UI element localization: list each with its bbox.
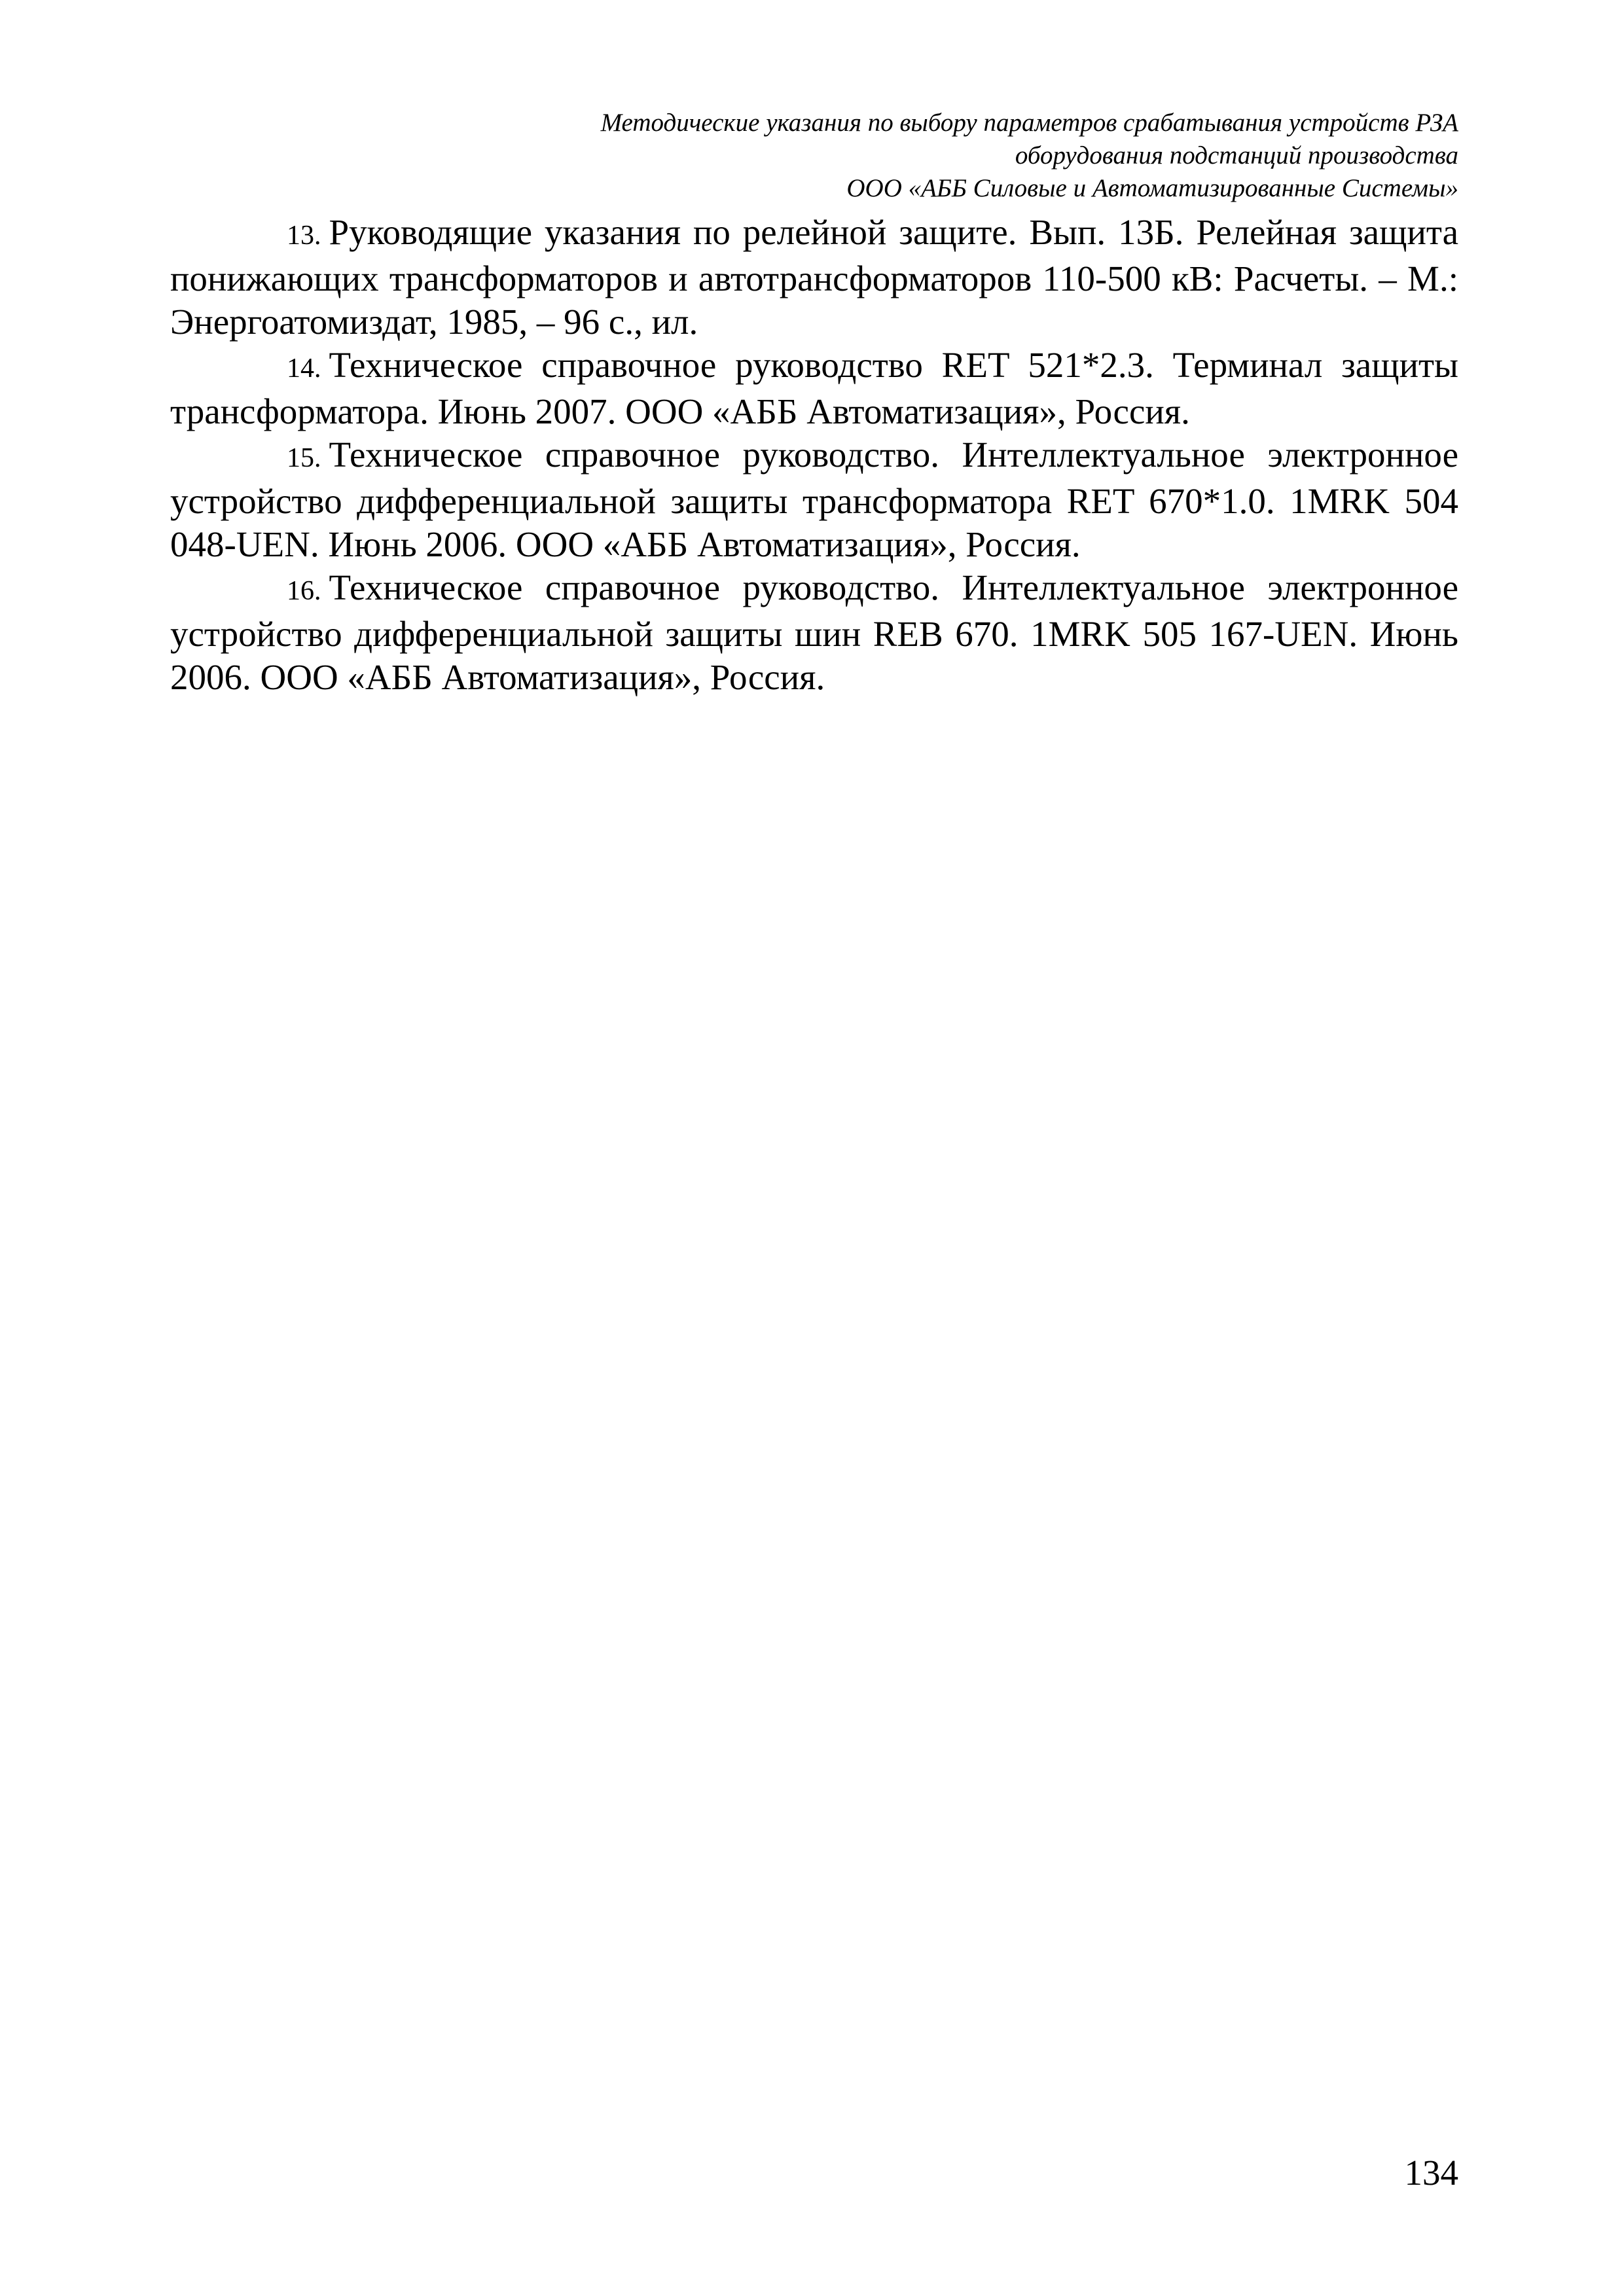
reference-number: 13.: [287, 221, 321, 251]
reference-text: Техническое справочное руководство. Интеллектуальное электронное устройство дифференциальной защиты трансформатора RET 670*1.0. 1MRK 504 048-UEN. Июнь 2006. ООО «АББ Автоматизация», Россия.: [170, 435, 1458, 564]
reference-text: Техническое справочное руководство. Интеллектуальное электронное устройство дифференциальной защиты шин REB 670. 1MRK 505 167-UEN. Июнь 2006. ООО «АББ Автоматизация», Россия.: [170, 567, 1458, 697]
reference-number: 14.: [287, 353, 321, 384]
running-header-line-1: Методические указания по выбору параметров срабатывания устройств РЗА: [600, 109, 1458, 137]
reference-item-13: [170, 211, 1458, 344]
page-number: 134: [1404, 2153, 1458, 2193]
reference-text: Техническое справочное руководство RET 521*2.3. Терминал защиты трансформатора. Июнь 2007. ООО «АББ Автоматизация», Россия.: [170, 345, 1458, 431]
running-header-line-3: ООО «АББ Силовые и Автоматизированные Системы»: [846, 174, 1458, 202]
reference-item-15: [170, 433, 1458, 566]
running-header: [170, 107, 1458, 205]
reference-number: 16.: [287, 576, 321, 606]
reference-list: [170, 211, 1458, 699]
reference-item-16: [170, 566, 1458, 699]
reference-number: 15.: [287, 443, 321, 473]
running-header-line-2: оборудования подстанций производства: [1015, 141, 1458, 170]
reference-item-14: [170, 344, 1458, 433]
reference-text: Руководящие указания по релейной защите. Вып. 13Б. Релейная защита понижающих трансформаторов и автотрансформаторов 110-500 кВ: Расчеты. – М.: Энергоатомиздат, 1985, – 96 с., ил.: [170, 212, 1458, 342]
